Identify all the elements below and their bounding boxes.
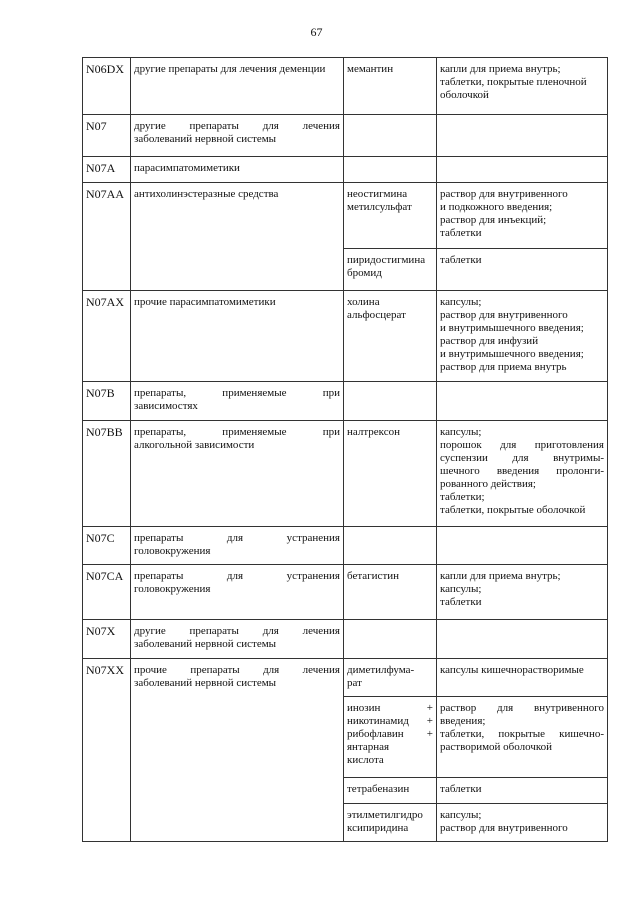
table-row	[83, 183, 608, 249]
drug-name: этилметилгидро ксипиридина	[344, 804, 437, 842]
table-row	[83, 565, 608, 620]
drug-classification-table	[82, 57, 608, 842]
drug-name: мемантин	[344, 58, 437, 115]
dosage-form	[437, 527, 608, 565]
drug-name	[344, 157, 437, 183]
atc-code: N07AX	[83, 291, 131, 382]
drug-name: диметилфума- рат	[344, 659, 437, 697]
table-row	[83, 382, 608, 421]
atc-code: N07B	[83, 382, 131, 421]
drug-group: другие препараты для лечения деменции	[131, 58, 344, 115]
atc-code: N06DX	[83, 58, 131, 115]
drug-group: другие препараты для лечения заболеваний нервной системы	[131, 620, 344, 659]
atc-code: N07AA	[83, 183, 131, 291]
drug-group: парасимпатомиметики	[131, 157, 344, 183]
drug-name	[344, 115, 437, 157]
drug-name: холина альфосцерат	[344, 291, 437, 382]
table-row	[83, 291, 608, 382]
drug-name	[344, 527, 437, 565]
dosage-form: раствор для внутривенного введения; таблетки, покрытые кишечно- растворимой оболочкой	[437, 697, 608, 778]
dosage-form: капсулы; раствор для внутривенного	[437, 804, 608, 842]
drug-name: инозин + никотинамид + рибофлавин + янтарная кислота	[344, 697, 437, 778]
drug-group: препараты для устранения головокружения	[131, 527, 344, 565]
drug-group: прочие препараты для лечения заболеваний нервной системы	[131, 659, 344, 842]
table-row	[83, 659, 608, 697]
dosage-form	[437, 157, 608, 183]
atc-code: N07X	[83, 620, 131, 659]
drug-group: другие препараты для лечения заболеваний нервной системы	[131, 115, 344, 157]
drug-name: тетрабеназин	[344, 778, 437, 804]
drug-group: препараты, применяемые при зависимостях	[131, 382, 344, 421]
dosage-form	[437, 382, 608, 421]
drug-name: налтрексон	[344, 421, 437, 527]
atc-code: N07	[83, 115, 131, 157]
dosage-form	[437, 620, 608, 659]
drug-group: препараты для устранения головокружения	[131, 565, 344, 620]
dosage-form: раствор для внутривенного и подкожного введения; раствор для инъекций; таблетки	[437, 183, 608, 249]
dosage-form: таблетки	[437, 778, 608, 804]
drug-name	[344, 620, 437, 659]
drug-group: антихолинэстеразные средства	[131, 183, 344, 291]
table-row	[83, 421, 608, 527]
drug-name: бетагистин	[344, 565, 437, 620]
table-row	[83, 527, 608, 565]
dosage-form	[437, 115, 608, 157]
table-row	[83, 58, 608, 115]
atc-code: N07C	[83, 527, 131, 565]
table-row	[83, 115, 608, 157]
drug-name	[344, 382, 437, 421]
dosage-form: капсулы; раствор для внутривенного и внутримышечного введения; раствор для инфузий и внутримышечного введения; раствор для приема внутрь	[437, 291, 608, 382]
drug-group: препараты, применяемые при алкогольной зависимости	[131, 421, 344, 527]
page-number: 67	[310, 25, 323, 39]
dosage-form: капсулы; порошок для приготовления суспензии для внутримы- шечного введения пролонги- рованного действия; таблетки; таблетки, покрытые оболочкой	[437, 421, 608, 527]
atc-code: N07CA	[83, 565, 131, 620]
dosage-form: капли для приема внутрь; капсулы; таблетки	[437, 565, 608, 620]
dosage-form: таблетки	[437, 249, 608, 291]
atc-code: N07A	[83, 157, 131, 183]
table-row	[83, 620, 608, 659]
dosage-form: капсулы кишечнорастворимые	[437, 659, 608, 697]
atc-code: N07XX	[83, 659, 131, 842]
dosage-form: капли для приема внутрь; таблетки, покрытые пленочной оболочкой	[437, 58, 608, 115]
atc-code: N07BB	[83, 421, 131, 527]
drug-group: прочие парасимпатомиметики	[131, 291, 344, 382]
drug-name: пиридостигмина бромид	[344, 249, 437, 291]
table-row	[83, 157, 608, 183]
drug-name: неостигмина метилсульфат	[344, 183, 437, 249]
